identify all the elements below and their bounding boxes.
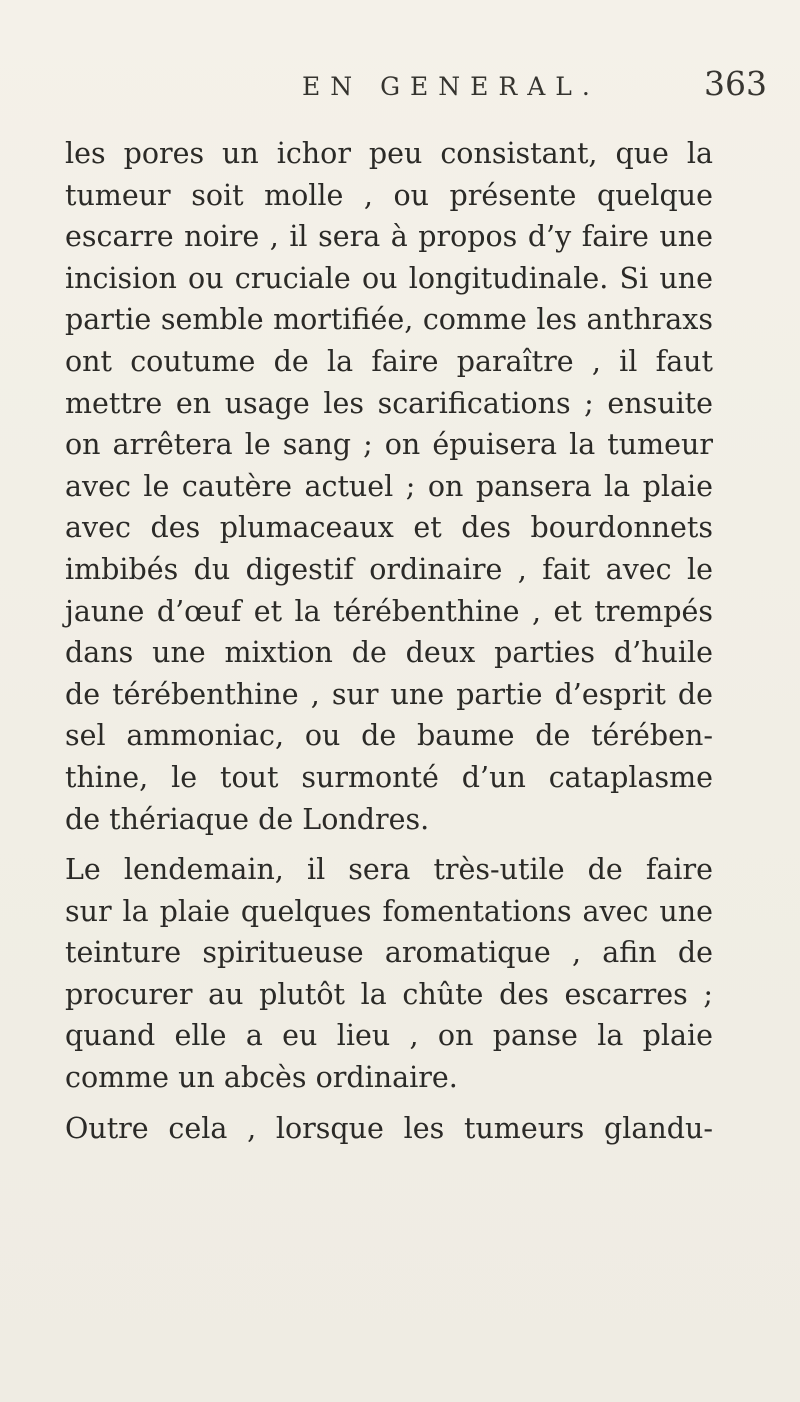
text-line: on arrêtera le sang ; on épuisera la tumeur [65,428,713,462]
text-line: avec des plumaceaux et des bourdonnets [65,511,713,545]
text-line: thine, le tout surmonté d’un cataplasme [65,760,713,794]
text-line: ont coutume de la faire paraître , il faut [65,344,713,378]
text-line: imbibés du digestif ordinaire , fait avec le [65,552,713,586]
text-line: incision ou cruciale ou longitudinale. Si une [65,261,713,295]
text-line: dans une mixtion de deux parties d’huile [65,636,713,670]
paragraph-1 [65,133,713,840]
text-line: sur la plaie quelques fomentations avec une [65,894,713,928]
text-line: de thériaque de Londres. [65,802,430,836]
text-line: avec le cautère actuel ; on pansera la plaie [65,469,713,503]
paragraph-2 [65,849,713,1099]
text-line: quand elle a eu lieu , on panse la plaie [65,1019,713,1053]
text-line: escarre noire , il sera à propos d’y faire une [65,220,713,254]
text-line: sel ammoniac, ou de baume de térében- [65,719,713,753]
text-line: comme un abcès ordinaire. [65,1061,458,1095]
paragraph-3 [65,1108,713,1150]
text-line: de térébenthine , sur une partie d’esprit de [65,677,713,711]
text-line: mettre en usage les scarifications ; ensuite [65,386,713,420]
text-line: procurer au plutôt la chûte des escarres ; [65,977,713,1011]
text-line: tumeur soit molle , ou présente quelque [65,178,713,212]
text-line: Le lendemain, il sera très-utile de faire [65,853,713,887]
text-line: les pores un ichor peu consistant, que la [65,137,713,170]
body-text [65,133,713,1149]
text-line: partie semble mortifiée, comme les anthraxs [65,303,713,337]
page-number: 363 [704,64,767,103]
running-head: EN GENERAL. [302,72,600,101]
page-header [0,66,800,116]
text-line: jaune d’œuf et la térébenthine , et trempés [65,594,713,628]
text-line: Outre cela , lorsque les tumeurs glandu- [65,1111,713,1145]
text-line: teinture spiritueuse aromatique , afin de [65,936,713,970]
